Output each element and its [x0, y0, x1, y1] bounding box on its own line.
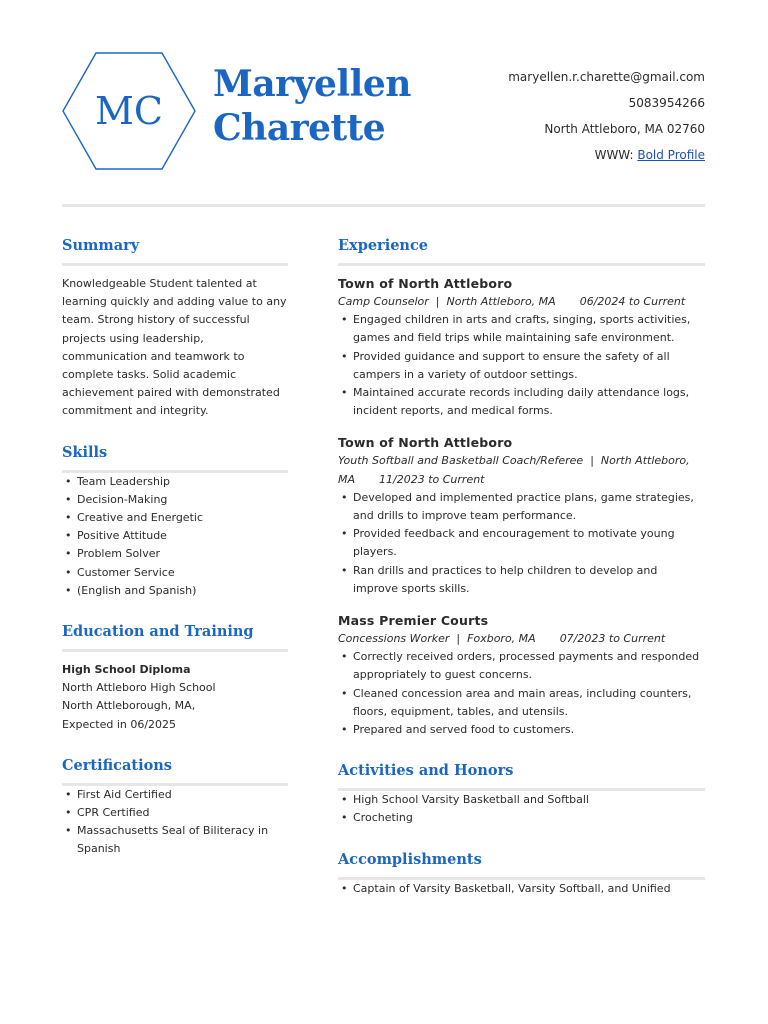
list-item: • Captain of Varsity Basketball, Varsity Softball, and Unified	[338, 880, 705, 898]
summary-heading: Summary	[62, 236, 288, 266]
list-item: • Creative and Energetic	[62, 509, 288, 527]
list-item: • Maintained accurate records including daily attendance logs, incident reports, and medical forms.	[338, 384, 705, 420]
first-name: Maryellen	[213, 63, 411, 105]
contact-info	[508, 68, 705, 172]
experience-heading: Experience	[338, 236, 705, 266]
job-location: North Attleboro, MA	[338, 454, 690, 486]
education-section	[62, 622, 288, 734]
skills-list	[62, 473, 288, 600]
education-heading: Education and Training	[62, 622, 288, 652]
list-item: • Crocheting	[338, 809, 705, 827]
employer: Mass Premier Courts	[338, 613, 489, 629]
list-item: • Customer Service	[62, 564, 288, 582]
phone-number: 5083954266	[628, 96, 705, 110]
job-bullets	[338, 489, 705, 598]
address: North Attleboro, MA 02760	[544, 122, 705, 136]
job-bullets	[338, 648, 705, 739]
website-row	[508, 146, 705, 172]
list-item: • Ran drills and practices to help children to develop and improve sports skills.	[338, 562, 705, 598]
skills-heading: Skills	[62, 443, 288, 473]
website-label: WWW:	[594, 148, 634, 162]
list-item: • First Aid Certified	[62, 786, 288, 804]
list-item: • High School Varsity Basketball and Softball	[338, 791, 705, 809]
job-entry	[338, 434, 705, 598]
list-item: • Problem Solver	[62, 545, 288, 563]
list-item: • Provided feedback and encouragement to motivate young players.	[338, 525, 705, 561]
summary-section	[62, 236, 288, 421]
degree: High School Diploma	[62, 663, 191, 677]
list-item: • Decision-Making	[62, 491, 288, 509]
education-entry	[62, 661, 288, 734]
profile-link[interactable]: Bold Profile	[637, 148, 705, 162]
job-meta: Youth Softball and Basketball Coach/Referee | North Attleboro, MA 11/2023 to Current	[338, 454, 690, 486]
list-item: • Team Leadership	[62, 473, 288, 491]
employer: Town of North Attleboro	[338, 435, 513, 451]
right-column	[338, 236, 705, 898]
employer: Town of North Attleboro	[338, 276, 513, 291]
last-name: Charette	[213, 107, 386, 149]
job-title: Concessions Worker	[338, 632, 450, 646]
experience-section	[338, 236, 705, 739]
activities-heading: Activities and Honors	[338, 761, 705, 791]
job-location: Foxboro, MA	[467, 632, 536, 646]
skills-section	[62, 443, 288, 600]
list-item: • Provided guidance and support to ensure the safety of all campers in a variety of outdoor settings.	[338, 348, 705, 384]
certifications-list	[62, 786, 288, 859]
accomplishments-heading: Accomplishments	[338, 850, 705, 880]
list-item: • CPR Certified	[62, 804, 288, 822]
job-dates: 06/2024 to Current	[579, 295, 686, 308]
list-item: • Correctly received orders, processed payments and responded appropriately to guest concerns.	[338, 648, 705, 684]
job-meta: Concessions Worker | Foxboro, MA 07/2023 to Current	[338, 632, 666, 646]
list-item: • Engaged children in arts and crafts, singing, sports activities, games and field trips while maintaining safe environment.	[338, 311, 705, 347]
activities-list	[338, 791, 705, 827]
job-location: North Attleboro, MA	[446, 295, 556, 308]
job-meta: Camp Counselor | North Attleboro, MA 06/2024 to Current	[338, 295, 686, 308]
job-entry	[338, 275, 705, 420]
job-title: Camp Counselor	[338, 295, 429, 308]
activities-section	[338, 761, 705, 827]
certifications-section	[62, 756, 288, 859]
job-bullets	[338, 311, 705, 420]
candidate-name	[213, 62, 473, 150]
monogram-initials: MC	[95, 89, 163, 133]
graduation-date: Expected in 06/2025	[62, 717, 177, 731]
list-item: • Developed and implemented practice plans, game strategies, and drills to improve team performance.	[338, 489, 705, 525]
job-dates: 11/2023 to Current	[379, 472, 485, 486]
monogram-badge	[62, 52, 196, 170]
list-item: • Prepared and served food to customers.	[338, 721, 705, 739]
accomplishments-list	[338, 880, 705, 898]
job-entry	[338, 612, 705, 739]
list-item: • (English and Spanish)	[62, 582, 288, 600]
header-divider	[62, 204, 705, 207]
accomplishments-section	[338, 850, 705, 898]
list-item: • Positive Attitude	[62, 527, 288, 545]
certifications-heading: Certifications	[62, 756, 288, 786]
left-column	[62, 236, 288, 859]
email-address: maryellen.r.charette@gmail.com	[508, 70, 705, 84]
summary-text: Knowledgeable Student talented at learning quickly and adding value to any team. Strong history of successful projects using leadership, communication and teamwork to complete tasks. Solid academic achievement paired with demonstrated commitment and integrity.	[62, 277, 287, 418]
list-item: • Massachusetts Seal of Biliteracy in Spanish	[62, 822, 288, 858]
school-location: North Attleborough, MA,	[62, 699, 196, 713]
job-dates: 07/2023 to Current	[559, 632, 666, 646]
list-item: • Cleaned concession area and main areas, including counters, floors, equipment, tables, and utensils.	[338, 685, 705, 721]
school-name: North Attleboro High School	[62, 681, 216, 695]
job-title: Youth Softball and Basketball Coach/Referee	[338, 454, 584, 468]
